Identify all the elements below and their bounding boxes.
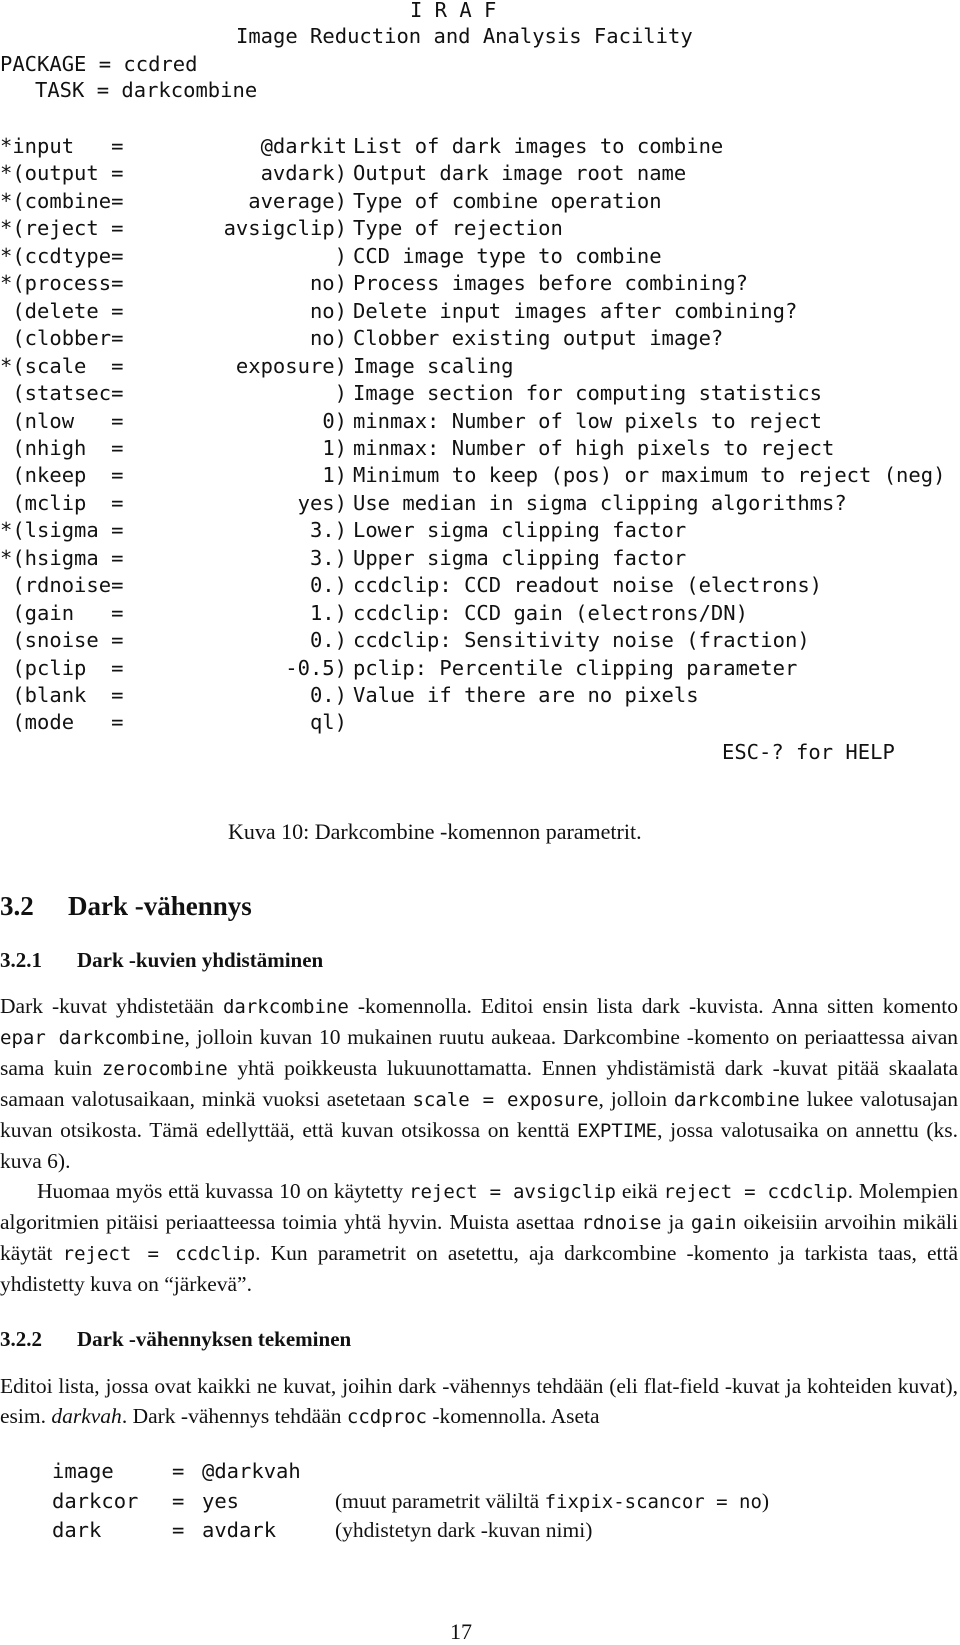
- param-value: no): [309, 326, 347, 351]
- param-name: *(hsigma =: [0, 545, 124, 570]
- param-name: (nkeep =: [0, 463, 124, 488]
- code: gain: [690, 1212, 737, 1234]
- param-row: [0, 270, 960, 298]
- param-value: avsigclip): [223, 216, 347, 241]
- iraf-title: I R A F: [410, 0, 497, 22]
- param-name: (snoise =: [0, 628, 124, 653]
- text: lukee valotusajan kuvan otsikosta. Tämä edellyttää, että kuvan otsikossa on kenttä: [0, 1087, 958, 1142]
- emphasis: darkvah: [51, 1404, 122, 1428]
- param-value: 1): [322, 435, 347, 460]
- param-value: exposure): [235, 353, 347, 378]
- param-name: (rdnoise=: [0, 573, 124, 598]
- param-row: [0, 133, 960, 161]
- note-text: (yhdistetyn dark -kuvan nimi): [335, 1518, 593, 1542]
- code: darkcombine: [222, 996, 349, 1018]
- param-description: Output dark image root name: [353, 161, 687, 186]
- param-description: minmax: Number of high pixels to reject: [353, 435, 835, 460]
- param-description: Clobber existing output image?: [353, 326, 724, 351]
- param-name: (mclip =: [0, 490, 124, 515]
- text: , jolloin kuvan 10 mukainen ruutu aukeaa. Darkcombine -komento on periaattessa aivan sama kuin: [0, 1025, 958, 1080]
- param-value: 3.): [309, 518, 347, 543]
- param-description: List of dark images to combine: [353, 134, 724, 158]
- param-row: [0, 517, 960, 545]
- param-row: [0, 627, 960, 655]
- param-description: Delete input images after combining?: [353, 298, 798, 323]
- param-row: [0, 353, 960, 381]
- param-value: no): [309, 298, 347, 323]
- param-value: 1.): [309, 600, 347, 625]
- text: Editoi lista, jossa ovat kaikki ne kuvat, joihin dark -vähennys tehdään (eli flat-field -kuvat ja kohteiden kuvat), esim.: [0, 1374, 958, 1428]
- param-description: Use median in sigma clipping algorithms?: [353, 490, 847, 515]
- param-description: ccdclip: Sensitivity noise (fraction): [353, 628, 810, 653]
- param-name: *input =: [0, 134, 124, 158]
- param-value: ql): [309, 710, 347, 735]
- section-heading: [0, 891, 252, 922]
- setting-row: [52, 1515, 932, 1545]
- param-row: [0, 545, 960, 573]
- param-name: *(combine=: [0, 188, 124, 213]
- text: ja: [661, 1210, 691, 1234]
- param-description: Minimum to keep (pos) or maximum to reject (neg): [353, 463, 946, 488]
- text: yhtä poikkeusta lukuunottamatta. Ennen yhdistämistä dark -kuvat pitää skaalata samaan valotusaikaan, minkä vuoksi asetetaan: [0, 1056, 958, 1111]
- package-line: PACKAGE = ccdred: [0, 52, 198, 76]
- param-row: [0, 243, 960, 271]
- paragraph-1: [0, 991, 958, 1176]
- param-value: average): [248, 188, 347, 213]
- paragraph-2: [0, 1176, 958, 1299]
- param-description: Image scaling: [353, 353, 514, 378]
- subsection-number: 3.2.1: [0, 948, 42, 972]
- param-row: [0, 490, 960, 518]
- setting-note: [335, 1486, 769, 1517]
- param-description: Type of combine operation: [353, 188, 662, 213]
- code: reject = avsigclip: [409, 1181, 616, 1203]
- param-name: *(reject =: [0, 216, 124, 241]
- setting-value: yes: [202, 1488, 240, 1513]
- param-description: Type of rejection: [353, 216, 563, 241]
- param-name: (nhigh =: [0, 435, 124, 460]
- param-row: [0, 682, 960, 710]
- param-row: [0, 435, 960, 463]
- param-name: *(lsigma =: [0, 518, 124, 543]
- param-row: [0, 462, 960, 490]
- text: Dark -kuvat yhdistetään: [0, 994, 223, 1018]
- param-name: (mode =: [0, 710, 124, 735]
- code: darkcombine: [673, 1089, 800, 1111]
- paragraphs-3-2-2: [0, 1371, 958, 1432]
- param-name: (nlow =: [0, 408, 124, 433]
- code: rdnoise: [581, 1212, 662, 1234]
- param-name: (statsec=: [0, 381, 124, 406]
- help-hint: ESC-? for HELP: [722, 740, 895, 764]
- param-name: *(ccdtype=: [0, 243, 124, 268]
- param-description: Lower sigma clipping factor: [353, 518, 687, 543]
- param-value: 0.): [309, 573, 347, 598]
- subsection-heading-2: [0, 1327, 351, 1352]
- param-row: [0, 188, 960, 216]
- param-value: 0.): [309, 628, 347, 653]
- param-row: [0, 600, 960, 628]
- param-description: ccdclip: CCD readout noise (electrons): [353, 573, 822, 598]
- code: ccdproc: [346, 1406, 427, 1428]
- section-number: 3.2: [0, 891, 34, 921]
- note-text: (muut parametrit väliltä: [335, 1488, 545, 1513]
- setting-note: [335, 1515, 592, 1546]
- setting-key: image: [52, 1459, 114, 1483]
- param-value: ): [334, 381, 347, 406]
- setting-row: [52, 1456, 932, 1486]
- param-description: Image section for computing statistics: [353, 381, 822, 406]
- text: Huomaa myös että kuvassa 10 on käytetty: [37, 1179, 410, 1203]
- param-value: 1): [322, 463, 347, 488]
- param-row: [0, 380, 960, 408]
- page-number: 17: [450, 1619, 472, 1644]
- param-value: yes): [297, 490, 347, 515]
- param-description: pclip: Percentile clipping parameter: [353, 655, 798, 680]
- param-value: no): [309, 271, 347, 296]
- param-name: (blank =: [0, 683, 124, 707]
- text: . Molempien algoritmien pitäisi periaatteessa toimia yhtä hyvin. Muista asettaa: [0, 1179, 958, 1234]
- text: . Kun parametrit on asetettu, aja darkcombine -komento ja tarkista taas, että yhdistetty kuva on “järkevä”.: [0, 1241, 958, 1296]
- param-value: 3.): [309, 545, 347, 570]
- code: reject = ccdclip: [62, 1243, 256, 1265]
- param-name: (pclip =: [0, 655, 124, 680]
- setting-key: darkcor: [52, 1488, 139, 1513]
- text: eikä: [615, 1179, 664, 1203]
- param-value: -0.5): [285, 655, 347, 680]
- param-name: (gain =: [0, 600, 124, 625]
- param-row: [0, 160, 960, 188]
- setting-equals: =: [172, 1488, 185, 1513]
- param-row: [0, 572, 960, 600]
- param-description: Upper sigma clipping factor: [353, 545, 687, 570]
- paragraph-3: [0, 1371, 958, 1432]
- section-title: Dark -vähennys: [68, 891, 252, 921]
- setting-key: dark: [52, 1518, 102, 1542]
- param-value: ): [334, 243, 347, 268]
- subsection-title: Dark -kuvien yhdistäminen: [77, 948, 324, 972]
- code: epar darkcombine: [0, 1027, 185, 1049]
- code: EXPTIME: [577, 1120, 658, 1142]
- text: -komennolla. Aseta: [426, 1404, 600, 1428]
- task-line: TASK = darkcombine: [35, 78, 258, 102]
- figure-caption: Kuva 10: Darkcombine -komennon parametrit.: [228, 819, 642, 844]
- iraf-parameter-screen: [0, 0, 960, 764]
- param-row: [0, 215, 960, 243]
- setting-row: [52, 1486, 932, 1516]
- setting-equals: =: [172, 1518, 185, 1542]
- subsection-heading-1: [0, 948, 323, 973]
- subsection-number: 3.2.2: [0, 1327, 42, 1351]
- param-description: Process images before combining?: [353, 271, 748, 296]
- param-value: 0.): [309, 683, 347, 707]
- param-value: avdark): [260, 161, 347, 186]
- param-value: 0): [322, 408, 347, 433]
- text: , jossa valotusaika on annettu (ks. kuva 6).: [0, 1118, 958, 1173]
- param-description: ccdclip: CCD gain (electrons/DN): [353, 600, 748, 625]
- setting-value: avdark: [202, 1518, 277, 1542]
- param-row: [0, 298, 960, 326]
- code: scale = exposure: [412, 1089, 599, 1111]
- param-description: CCD image type to combine: [353, 243, 662, 268]
- param-description: Value if there are no pixels: [353, 683, 699, 707]
- code: reject = ccdclip: [663, 1181, 848, 1203]
- param-name: *(scale =: [0, 353, 124, 378]
- code: zerocombine: [101, 1058, 228, 1080]
- note-text: ): [761, 1488, 770, 1513]
- param-row: [0, 408, 960, 436]
- text: oikeisiin arvoihin mikäli käytät: [0, 1210, 958, 1265]
- param-row: [0, 325, 960, 353]
- param-row: [0, 655, 960, 683]
- text: . Dark -vähennys tehdään: [121, 1404, 347, 1428]
- param-description: minmax: Number of low pixels to reject: [353, 408, 822, 433]
- note-code: fixpix-scancor = no: [544, 1490, 762, 1513]
- subsection-title: Dark -vähennyksen tekeminen: [77, 1327, 352, 1351]
- iraf-subtitle: Image Reduction and Analysis Facility: [236, 24, 693, 48]
- setting-value: @darkvah: [202, 1459, 301, 1483]
- param-row: [0, 709, 960, 737]
- text: -komennolla. Editoi ensin lista dark -kuvista. Anna sitten komento: [348, 994, 958, 1018]
- param-name: *(process=: [0, 271, 124, 296]
- paragraphs-3-2-1: [0, 991, 958, 1299]
- param-value: @darkit: [260, 134, 347, 158]
- param-name: *(output =: [0, 161, 124, 186]
- param-name: (delete =: [0, 298, 124, 323]
- param-name: (clobber=: [0, 326, 124, 351]
- text: , jolloin: [598, 1087, 674, 1111]
- setting-equals: =: [172, 1459, 185, 1483]
